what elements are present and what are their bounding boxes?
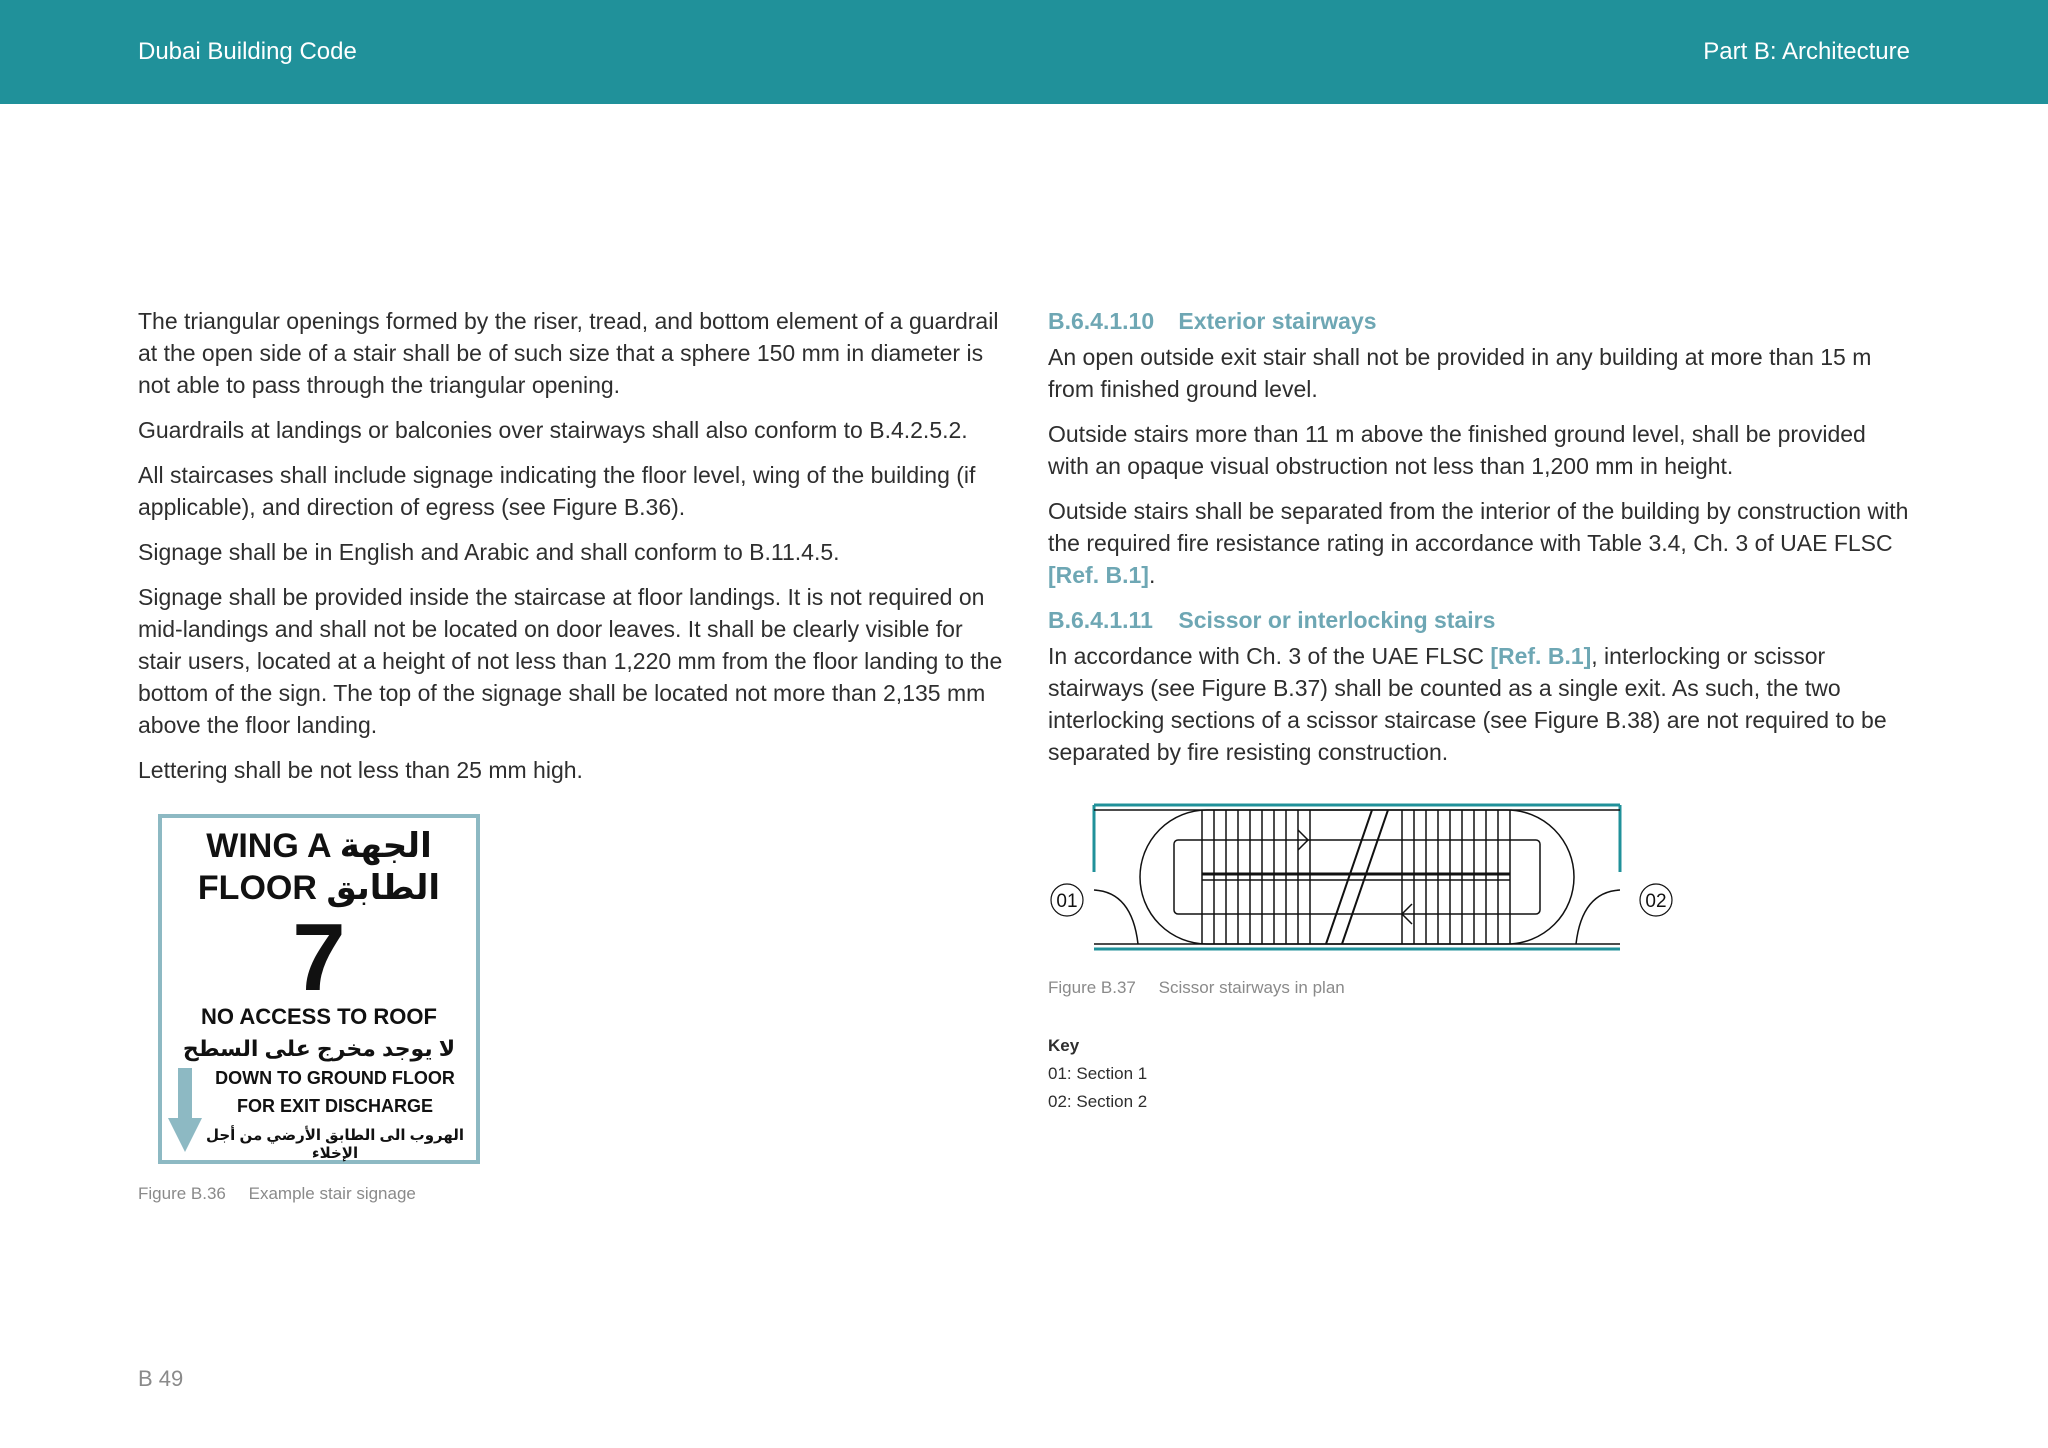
figure-caption-text: Example stair signage [248,1184,416,1203]
section-title: Exterior stairways [1178,308,1377,334]
stair-treads [1202,810,1510,944]
paragraph-text: Outside stairs shall be separated from the interior of the building by construction with the required fire resistance rating in accordance with Table 3.4, Ch. 3 of UAE FLSC [1048,498,1909,556]
stair-signage-figure [158,814,480,1164]
paragraph-text: . [1148,562,1156,588]
figure-caption-b37 [1048,978,1345,998]
paragraph [1048,640,1910,768]
key-title: Key [1048,1036,1080,1055]
paragraph: Guardrails at landings or balconies over stairways shall also conform to B.4.2.5.2. [138,417,968,443]
paragraph: Outside stairs more than 11 m above the finished ground level, shall be provided with an opaque visual obstruction not less than 1,200 mm in height. [1048,421,1866,479]
right-column [1048,305,1910,781]
paragraph: Lettering shall be not less than 25 mm high. [138,757,583,783]
paragraph: The triangular openings formed by the riser, tread, and bottom element of a guardrail at the open side of a stair shall be of such size that a sphere 150 mm in diameter is not able to pass through the triangular opening. [138,308,999,398]
section-title: Scissor or interlocking stairs [1178,607,1496,633]
door-swing-left [1094,890,1138,944]
section-number: B.6.4.1.11 [1048,607,1153,633]
sign-floor-label: FLOOR الطابق [197,869,441,907]
key-item: 02: Section 2 [1048,1092,1148,1111]
left-column [138,305,1008,799]
sign-no-access-arabic: لا يوجد مخرج على السطح [182,1036,456,1061]
section-label-01: 01 [1056,891,1078,912]
section-heading [1048,305,1910,337]
scissor-stair-diagram [1046,800,1686,960]
section-label-02: 02 [1645,891,1667,912]
sign-exit-text: FOR EXIT DISCHARGE [236,1096,433,1116]
sign-exit-arabic: الهروب الى الطابق الأرضي من أجل الإخلاء [205,1127,465,1162]
stair-enclosure-outline [1094,805,1620,949]
sign-floor-number: 7 [292,904,346,1011]
figure-caption-b36 [138,1184,416,1204]
stair-landings [1140,810,1574,944]
document-title: Dubai Building Code [138,38,357,65]
paragraph: Signage shall be in English and Arabic and shall conform to B.11.4.5. [138,539,840,565]
reference-link[interactable]: [Ref. B.1] [1048,562,1149,588]
paragraph [1048,495,1910,591]
figure-number: Figure B.36 [138,1184,226,1203]
page-number: B 49 [138,1366,184,1391]
figure-caption-text: Scissor stairways in plan [1158,978,1345,997]
part-title: Part B: Architecture [1703,38,1910,65]
figure-number: Figure B.37 [1048,978,1136,997]
paragraph: An open outside exit stair shall not be provided in any building at more than 15 m from finished ground level. [1048,344,1872,402]
page-header [0,0,2048,104]
paragraph-text: In accordance with Ch. 3 of the UAE FLSC [1048,643,1491,669]
section-number: B.6.4.1.10 [1048,308,1155,334]
section-heading [1048,604,1910,636]
sign-no-access-text: NO ACCESS TO ROOF [201,1004,437,1029]
paragraph: Signage shall be provided inside the staircase at floor landings. It is not required on mid-landings and shall not be located on door leaves. It shall be clearly visible for stair users, located at a height of not less than 1,220 mm from the floor landing to the bottom of the sign. The top of the signage shall be located not more than 2,135 mm above the floor landing. [138,584,1003,738]
door-swing-right [1576,890,1620,944]
sign-down-text: DOWN TO GROUND FLOOR [215,1068,455,1088]
paragraph-text: , interlocking or scissor stairways (see Figure B.37) shall be counted as a single exit. As such, the two interlocking sections of a scissor staircase (see Figure B.38) are not required to be separated by fire resisting construction. [1048,643,1887,765]
paragraph: All staircases shall include signage indicating the floor level, wing of the building (if applicable), and direction of egress (see Figure B.36). [138,462,976,520]
sign-wing-label: WING A الجهة [206,827,432,865]
figure-key [1048,1032,1147,1116]
reference-link[interactable]: [Ref. B.1] [1490,643,1592,669]
key-item: 01: Section 1 [1048,1064,1148,1083]
